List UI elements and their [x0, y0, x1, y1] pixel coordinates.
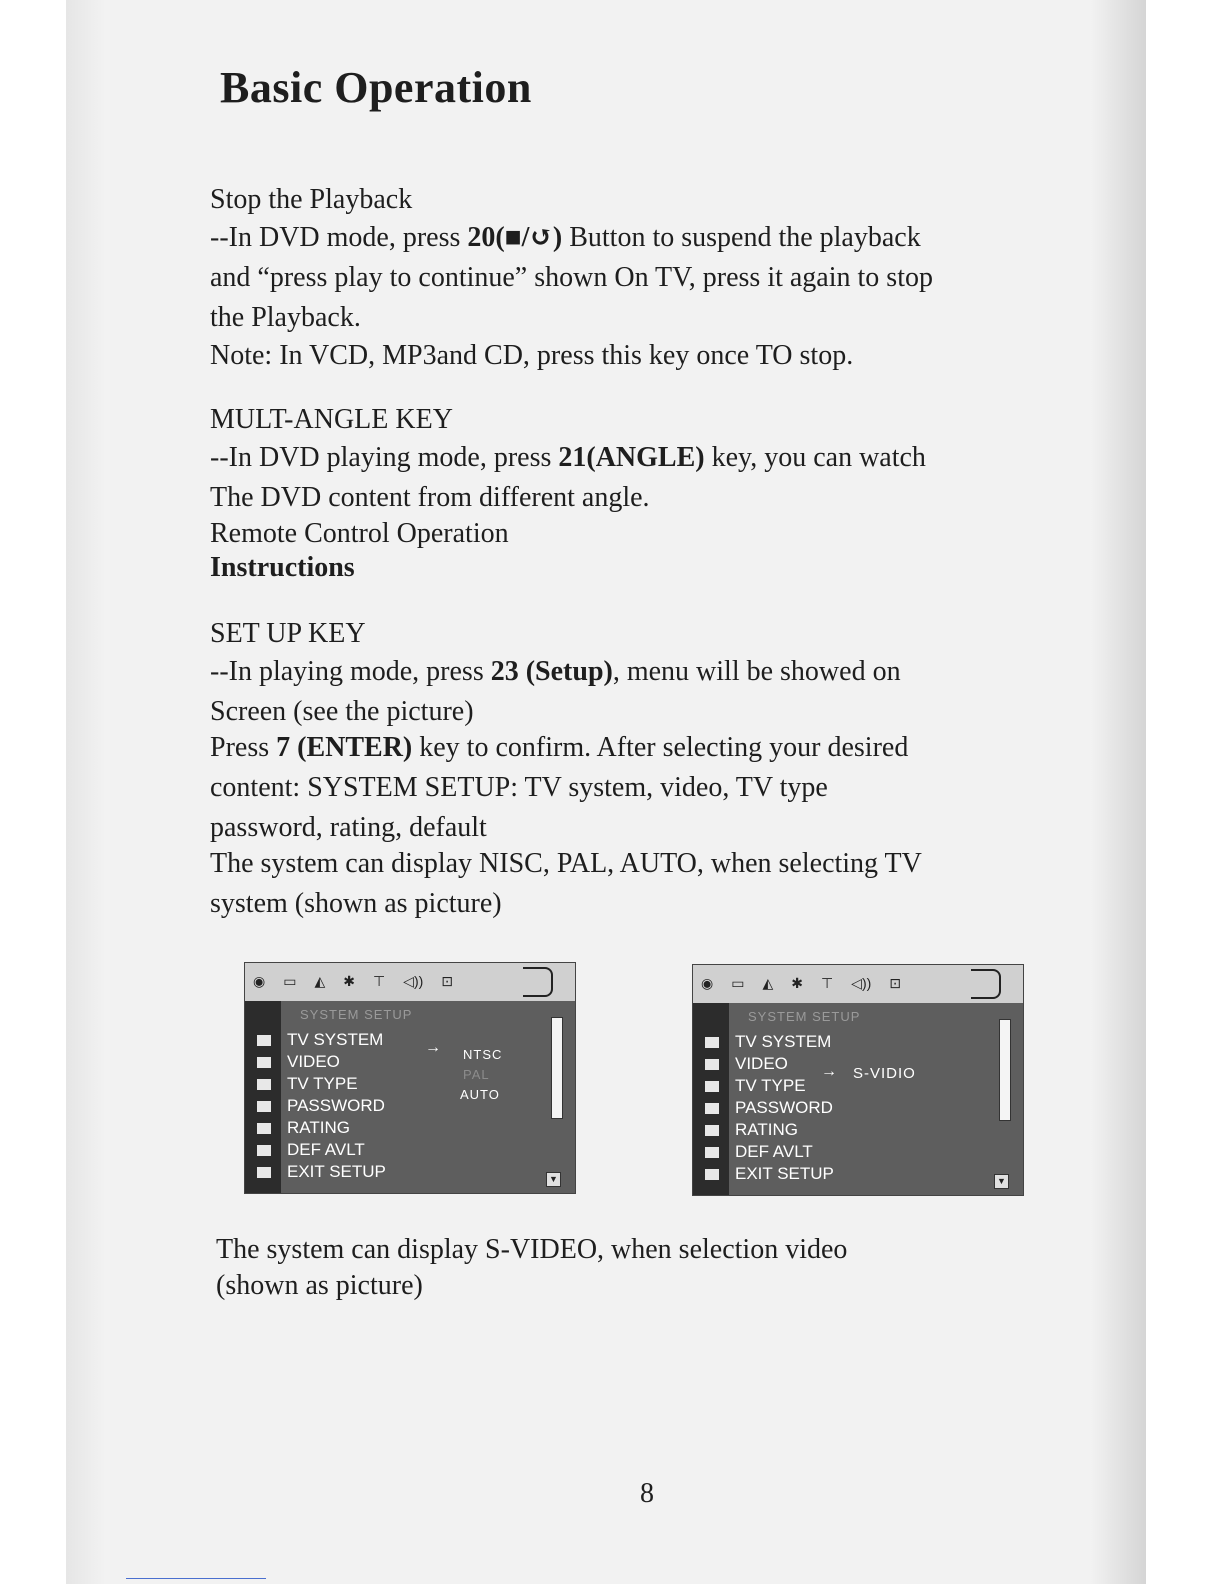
- lock-icon: ⊡: [889, 975, 901, 991]
- enter-key: 7 (ENTER): [276, 732, 413, 763]
- osd-scrollbar: [551, 1017, 563, 1119]
- osd-item: EXIT SETUP: [257, 1161, 386, 1183]
- page-number: 8: [640, 1478, 654, 1509]
- osd-video-screenshot: [692, 964, 1024, 1196]
- angle-line-1: --In DVD playing mode, press 21(ANGLE) key, you can watch: [210, 442, 926, 473]
- page-edge-shadow: [1090, 0, 1146, 1584]
- page-left-shadow: [66, 0, 106, 1584]
- osd-item: TV TYPE: [705, 1075, 834, 1097]
- monitor-icon: ▭: [731, 975, 745, 991]
- folder-icon: [257, 1145, 271, 1156]
- osd-item: PASSWORD: [257, 1095, 386, 1117]
- stop-line-1: --In DVD mode, press 20(■/↺) Button to suspend the playback: [210, 222, 921, 253]
- osd-header: SYSTEM SETUP: [300, 1007, 413, 1022]
- folder-icon: [257, 1079, 271, 1090]
- disc-icon: ◉: [701, 975, 714, 991]
- osd-tab: [971, 969, 1001, 999]
- osd-item: RATING: [705, 1119, 834, 1141]
- remote-control-operation: Remote Control Operation: [210, 518, 509, 549]
- folder-icon: [705, 1125, 719, 1136]
- caption-line-1: The system can display S-VIDEO, when selection video: [216, 1234, 848, 1265]
- setup-line-7: system (shown as picture): [210, 888, 502, 919]
- angle-line-2: The DVD content from different angle.: [210, 482, 650, 513]
- angle-key: 21(ANGLE): [558, 442, 705, 473]
- osd-tab: [523, 967, 553, 997]
- stop-key: 20(■/↺): [467, 222, 563, 253]
- folder-icon: [257, 1167, 271, 1178]
- angle-heading: MULT-ANGLE KEY: [210, 404, 453, 435]
- scroll-down-icon: ▼: [994, 1174, 1009, 1189]
- osd-item: VIDEO: [705, 1053, 834, 1075]
- osd-menu: [257, 1029, 386, 1183]
- folder-icon: [705, 1103, 719, 1114]
- stop-heading: Stop the Playback: [210, 184, 413, 215]
- image-icon: ◭: [762, 975, 774, 991]
- image-icon: ◭: [314, 973, 326, 989]
- scroll-down-icon: ▼: [546, 1172, 561, 1187]
- folder-icon: [705, 1081, 719, 1092]
- monitor-icon: ▭: [283, 973, 297, 989]
- setup-line-5: password, rating, default: [210, 812, 487, 843]
- setup-line-4: content: SYSTEM SETUP: TV system, video, TV type: [210, 772, 828, 803]
- bottom-rule: [126, 1578, 266, 1579]
- tv-icon: ⊤: [372, 973, 386, 989]
- osd-scrollbar: [999, 1019, 1011, 1121]
- setup-heading: SET UP KEY: [210, 618, 366, 649]
- speaker-icon: ◁)): [403, 973, 424, 989]
- folder-icon: [705, 1037, 719, 1048]
- star-icon: ✱: [791, 975, 803, 991]
- instructions-label: Instructions: [210, 552, 355, 583]
- option-auto: AUTO: [460, 1087, 500, 1102]
- osd-item: DEF AVLT: [705, 1141, 834, 1163]
- option-pal: PAL: [463, 1067, 490, 1082]
- speaker-icon: ◁)): [851, 975, 872, 991]
- osd-tv-system-screenshot: [244, 962, 576, 1194]
- folder-icon: [257, 1035, 271, 1046]
- lock-icon: ⊡: [441, 973, 453, 989]
- osd-item: RATING: [257, 1117, 386, 1139]
- osd-item: TV SYSTEM: [257, 1029, 386, 1051]
- osd-item: DEF AVLT: [257, 1139, 386, 1161]
- setup-line-3: Press 7 (ENTER) key to confirm. After selecting your desired: [210, 732, 909, 763]
- osd-item: TV SYSTEM: [705, 1031, 834, 1053]
- stop-note: Note: In VCD, MP3and CD, press this key once TO stop.: [210, 340, 854, 371]
- page-title: Basic Operation: [220, 63, 532, 112]
- folder-icon: [257, 1123, 271, 1134]
- folder-icon: [705, 1169, 719, 1180]
- stop-line-3: the Playback.: [210, 302, 361, 333]
- disc-icon: ◉: [253, 973, 266, 989]
- osd-item: EXIT SETUP: [705, 1163, 834, 1185]
- osd-header: SYSTEM SETUP: [748, 1009, 861, 1024]
- setup-line-2: Screen (see the picture): [210, 696, 474, 727]
- folder-icon: [705, 1147, 719, 1158]
- folder-icon: [257, 1057, 271, 1068]
- osd-item: PASSWORD: [705, 1097, 834, 1119]
- option-ntsc: NTSC: [463, 1047, 503, 1062]
- folder-icon: [705, 1059, 719, 1070]
- tv-icon: ⊤: [820, 975, 834, 991]
- osd-item: VIDEO: [257, 1051, 386, 1073]
- right-arrow-icon: →: [425, 1039, 441, 1056]
- caption-line-2: (shown as picture): [216, 1270, 423, 1301]
- osd-item: TV TYPE: [257, 1073, 386, 1095]
- folder-icon: [257, 1101, 271, 1112]
- setup-line-6: The system can display NISC, PAL, AUTO, when selecting TV: [210, 848, 922, 879]
- osd-menu: [705, 1031, 834, 1185]
- right-arrow-icon: →: [821, 1063, 837, 1080]
- setup-line-1: --In playing mode, press 23 (Setup), menu will be showed on: [210, 656, 901, 687]
- stop-line-2: and “press play to continue” shown On TV, press it again to stop: [210, 262, 933, 293]
- option-s-video: S-VIDIO: [853, 1065, 916, 1082]
- setup-key: 23 (Setup): [490, 656, 613, 687]
- star-icon: ✱: [343, 973, 355, 989]
